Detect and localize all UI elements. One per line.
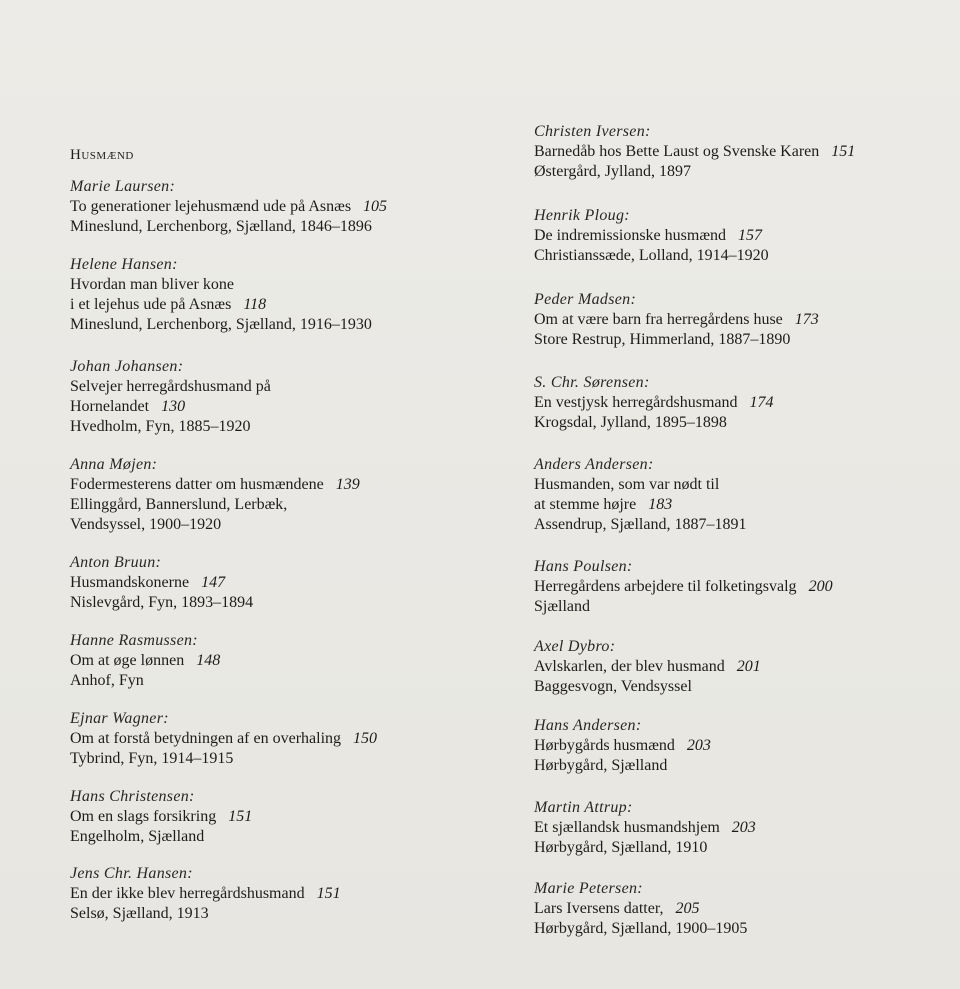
entry-line [70,397,490,417]
entry-text: Ellinggård, Bannerslund, Lerbæk, [70,496,288,513]
page-number: 201 [736,658,761,675]
entry-text: Sjælland [534,598,591,615]
toc-entry [70,357,490,437]
entry-text: Engelholm, Sjælland [70,828,205,845]
entry-line [70,275,490,295]
entry-text: De indremissionske husmænd [534,227,726,244]
entry-author: Martin Attrup: [534,799,633,816]
entry-text: Om at forstå betydningen af en overhaling [70,730,342,747]
entry-text: Hørbygård, Sjælland, 1910 [534,839,708,856]
entry-author: Hans Christensen: [70,788,195,805]
page-number: 173 [794,311,819,328]
entry-text: Baggesvogn, Vendsyssel [534,678,692,695]
entry-author: Johan Johansen: [70,358,184,375]
page-number: 150 [353,730,378,747]
entry-line [534,736,944,756]
entry-text: Om at være barn fra herregårdens huse [534,311,783,328]
entry-text: Tybrind, Fyn, 1914–1915 [70,750,234,767]
entry-author: Ejnar Wagner: [70,710,169,727]
entry-text: Hornelandet [70,398,150,415]
toc-entry [534,716,944,776]
entry-text: Østergård, Jylland, 1897 [534,163,692,180]
entry-line [534,246,944,266]
entry-author: Anders Andersen: [534,456,654,473]
entry-line [534,413,944,433]
entry-text: Hvedholm, Fyn, 1885–1920 [70,418,251,435]
section-heading: Husmænd [70,147,134,163]
toc-entry [70,631,490,691]
page-number: 205 [675,900,700,917]
toc-entry [70,553,490,613]
entry-line [70,749,490,769]
entry-author: Marie Petersen: [534,880,643,897]
entry-line [70,515,490,535]
entry-text: Husmanden, som var nødt til [534,476,720,493]
entry-line [534,756,944,776]
toc-entry [534,290,944,350]
entry-line [534,142,944,162]
toc-entry [534,798,944,858]
entry-line [534,393,944,413]
entry-line [534,597,944,617]
entry-text: Om at øge lønnen [70,652,185,669]
entry-author: Helene Hansen: [70,256,178,273]
entry-author: Anna Møjen: [70,456,158,473]
entry-text: Hørbygård, Sjælland [534,757,668,774]
entry-text: Store Restrup, Himmerland, 1887–1890 [534,331,791,348]
entry-line [534,677,944,697]
toc-entry [70,255,490,335]
entry-text: En der ikke blev herregårdshusmand [70,885,305,902]
entry-text: Avlskarlen, der blev husmand [534,658,725,675]
entry-line [534,899,944,919]
entry-line [534,818,944,838]
toc-entry [70,455,490,535]
entry-text: Krogsdal, Jylland, 1895–1898 [534,414,727,431]
entry-line [70,475,490,495]
page-number: 147 [201,574,226,591]
entry-line [534,310,944,330]
toc-entry [534,206,944,266]
entry-text: Om en slags forsikring [70,808,217,825]
page-number: 130 [161,398,186,415]
entry-line [70,827,490,847]
entry-text: Husmandskonerne [70,574,190,591]
page-number: 139 [335,476,360,493]
toc-entry [70,864,490,924]
entry-author: Hans Andersen: [534,717,642,734]
entry-text: Christianssæde, Lolland, 1914–1920 [534,247,769,264]
toc-entry [70,787,490,847]
entry-line [70,573,490,593]
entry-line [534,838,944,858]
entry-line [70,217,490,237]
entry-author: Christen Iversen: [534,123,651,140]
page-number: 151 [316,885,341,902]
entry-author: Henrik Ploug: [534,207,630,224]
entry-line [70,197,490,217]
entry-author: S. Chr. Sørensen: [534,374,650,391]
entry-author: Hans Poulsen: [534,558,633,575]
entry-line [70,671,490,691]
entry-line [534,919,944,939]
page-number: 203 [686,737,711,754]
page-number: 174 [749,394,774,411]
entry-text: Mineslund, Lerchenborg, Sjælland, 1846–1896 [70,218,372,235]
toc-entry [534,122,944,182]
toc-entry [534,637,944,697]
entry-text: Et sjællandsk husmandshjem [534,819,720,836]
page-number: 183 [648,496,673,513]
entry-text: Anhof, Fyn [70,672,144,689]
entry-text: Fodermesterens datter om husmændene [70,476,324,493]
entry-line [70,295,490,315]
entry-author: Marie Laursen: [70,178,176,195]
entry-line [70,593,490,613]
entry-line [70,651,490,671]
entry-text: Assendrup, Sjælland, 1887–1891 [534,516,747,533]
entry-line [534,577,944,597]
toc-entry [70,709,490,769]
entry-text: at stemme højre [534,496,637,513]
entry-line [70,417,490,437]
page-number: 148 [196,652,221,669]
entry-text: Barnedåb hos Bette Laust og Svenske Karen [534,143,820,160]
entry-author: Anton Bruun: [70,554,162,571]
entry-line [70,377,490,397]
entry-text: Selsø, Sjælland, 1913 [70,905,209,922]
page-number: 200 [808,578,833,595]
entry-text: Selvejer herregårdshusmand på [70,378,271,395]
entry-line [534,226,944,246]
page-number: 118 [243,296,267,313]
toc-entry [534,879,944,939]
entry-text: Herregårdens arbejdere til folketingsvalg [534,578,797,595]
entry-line [70,884,490,904]
entry-text: i et lejehus ude på Asnæs [70,296,232,313]
entry-text: Hørbygårds husmænd [534,737,675,754]
entry-author: Hanne Rasmussen: [70,632,198,649]
entry-line [534,515,944,535]
entry-line [70,729,490,749]
entry-author: Axel Dybro: [534,638,616,655]
page-number: 105 [363,198,388,215]
entry-line [70,904,490,924]
page-number: 157 [738,227,762,244]
toc-entry [70,177,490,237]
entry-line [534,330,944,350]
entry-line [534,495,944,515]
entry-text: Hvordan man bliver kone [70,276,234,293]
entry-text: Hørbygård, Sjælland, 1900–1905 [534,920,748,937]
toc-entry [534,373,944,433]
entry-text: Vendsyssel, 1900–1920 [70,516,222,533]
entry-line [534,657,944,677]
entry-line [70,807,490,827]
entry-text: Mineslund, Lerchenborg, Sjælland, 1916–1930 [70,316,372,333]
entry-line [534,162,944,182]
entry-line [70,495,490,515]
toc-entry [534,455,944,535]
page-number: 151 [228,808,253,825]
entry-text: Nislevgård, Fyn, 1893–1894 [70,594,254,611]
page-number: 203 [731,819,756,836]
page-number: 151 [831,143,856,160]
toc-entry [534,557,944,617]
entry-line [70,315,490,335]
entry-author: Jens Chr. Hansen: [70,865,193,882]
entry-author: Peder Madsen: [534,291,637,308]
entry-text: Lars Iversens datter, [534,900,664,917]
entry-line [534,475,944,495]
entry-text: To generationer lejehusmænd ude på Asnæs [70,198,352,215]
entry-text: En vestjysk herregårdshusmand [534,394,738,411]
